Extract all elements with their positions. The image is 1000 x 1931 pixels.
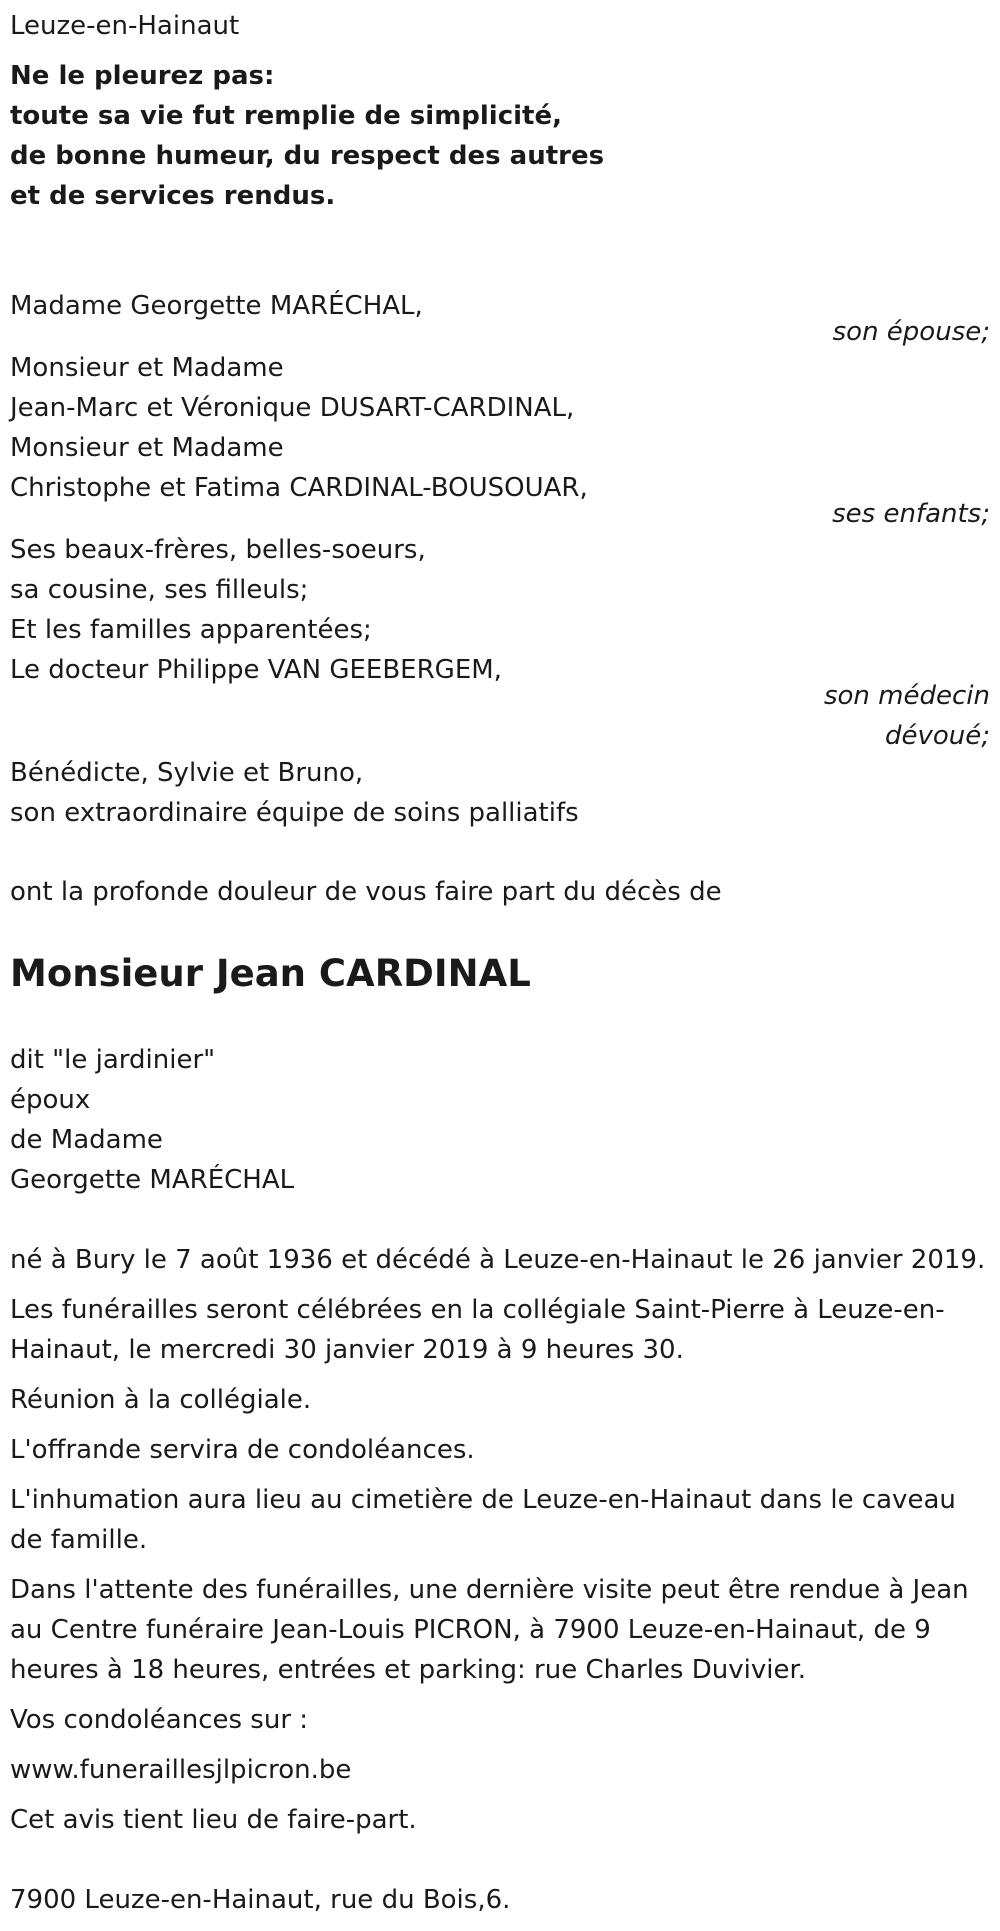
team-line: son extraordinaire équipe de soins palliatifs — [10, 798, 579, 828]
epitaph-line: et de services rendus. — [10, 181, 336, 211]
others-line: Le docteur Philippe VAN GEEBERGEM, — [10, 655, 502, 685]
meeting-info: Réunion à la collégiale. — [10, 1385, 312, 1415]
family-address: 7900 Leuze-en-Hainaut, rue du Bois,6. — [10, 1885, 511, 1915]
website-line — [10, 1750, 351, 1790]
children-line: Monsieur et Madame — [10, 433, 284, 463]
epitaph-line: de bonne humeur, du respect des autres — [10, 141, 605, 171]
others-list — [10, 530, 502, 690]
location-header: Leuze-en-Hainaut — [10, 11, 240, 41]
condolences-label: Vos condoléances sur : — [10, 1705, 309, 1735]
children-list — [10, 348, 588, 508]
epitaph — [10, 56, 604, 216]
deceased-detail-line: époux — [10, 1085, 91, 1115]
children-line: Jean-Marc et Véronique DUSART-CARDINAL, — [10, 393, 575, 423]
children-line: Christophe et Fatima CARDINAL-BOUSOUAR, — [10, 473, 588, 503]
epitaph-line: Ne le pleurez pas: — [10, 61, 275, 91]
burial-info: L'inhumation aura lieu au cimetière de Leuze-en-Hainaut dans le caveau de famille. — [10, 1485, 956, 1555]
spouse-relation: son épouse; — [832, 317, 990, 347]
deceased-detail-line: de Madame — [10, 1125, 163, 1155]
deceased-details — [10, 1040, 294, 1200]
notice-info: Cet avis tient lieu de faire-part. — [10, 1805, 417, 1835]
birth-death: né à Bury le 7 août 1936 et décédé à Leuze-en-Hainaut le 26 janvier 2019. — [10, 1245, 986, 1275]
deceased-name: Monsieur Jean CARDINAL — [10, 952, 531, 995]
deceased-detail-line: Georgette MARÉCHAL — [10, 1165, 295, 1195]
doctor-relation-line-1: son médecin — [823, 681, 990, 711]
others-line: sa cousine, ses filleuls; — [10, 575, 309, 605]
epitaph-line: toute sa vie fut remplie de simplicité, — [10, 101, 562, 131]
visit-info: Dans l'attente des funérailles, une dernière visite peut être rendue à Jean au Centre funéraire Jean-Louis PICRON, à 7900 Leuze-en-Hainaut, de 9 heures à 18 heures, entrées et parking: rue Charles Duvivier. — [10, 1575, 969, 1685]
offering-info: L'offrande servira de condoléances. — [10, 1435, 475, 1465]
doctor-relation-line-2: dévoué; — [884, 721, 990, 751]
funeral-info: Les funérailles seront célébrées en la collégiale Saint-Pierre à Leuze-en-Hainaut, le mercredi 30 janvier 2019 à 9 heures 30. — [10, 1295, 945, 1365]
children-line: Monsieur et Madame — [10, 353, 284, 383]
team-list — [10, 753, 579, 833]
others-line: Ses beaux-frères, belles-soeurs, — [10, 535, 426, 565]
children-relation: ses enfants; — [832, 499, 990, 529]
others-line: Et les familles apparentées; — [10, 615, 372, 645]
announcement: ont la profonde douleur de vous faire part du décès de — [10, 877, 722, 907]
deceased-detail-line: dit "le jardinier" — [10, 1045, 216, 1075]
website-link[interactable]: www.funeraillesjlpicron.be — [10, 1755, 352, 1785]
team-line: Bénédicte, Sylvie et Bruno, — [10, 758, 364, 788]
spouse-name: Madame Georgette MARÉCHAL, — [10, 291, 423, 321]
